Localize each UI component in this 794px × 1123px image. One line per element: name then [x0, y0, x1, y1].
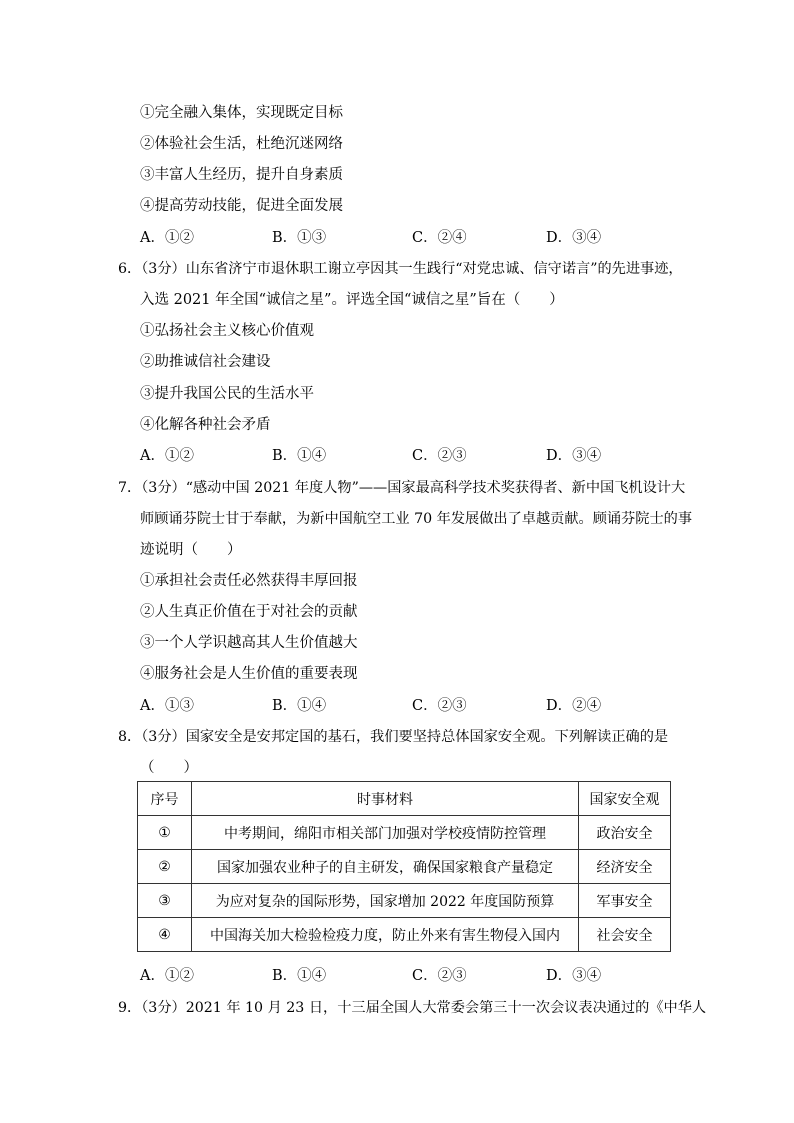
table-header-row: [138, 782, 671, 816]
table-cell-security: 军事安全: [579, 884, 671, 918]
q7-choice-a[interactable]: A．①③: [140, 698, 194, 714]
table-cell-index: ②: [138, 850, 192, 884]
q5-choice-a[interactable]: A．①②: [140, 230, 194, 246]
table-cell-material: 国家加强农业种子的自主研发，确保国家粮食产量稳定: [192, 850, 579, 884]
q6-option-2: ②助推诚信社会建设: [140, 354, 271, 370]
q6-answer-choices: [140, 446, 660, 466]
q6-choice-c[interactable]: C．②③: [412, 448, 467, 464]
q8-stem-line-2: （ ）: [140, 760, 198, 776]
q7-choice-b[interactable]: B．①④: [272, 698, 327, 714]
q5-option-2: ②体验社会生活，杜绝沉迷网络: [140, 136, 343, 152]
q7-answer-choices: [140, 696, 660, 716]
q7-option-1: ①承担社会责任必然获得丰厚回报: [140, 573, 358, 589]
q8-stem-line-1: 8．（3分）国家安全是安邦定国的基石，我们要坚持总体国家安全观。下列解读正确的是: [118, 729, 669, 745]
q7-option-4: ④服务社会是人生价值的重要表现: [140, 666, 358, 682]
table-cell-material: 中考期间，绵阳市相关部门加强对学校疫情防控管理: [192, 816, 579, 850]
table-row: [138, 918, 671, 952]
q9-stem-line-1: 9．（3分）2021 年 10 月 23 日，十三届全国人大常委会第三十一次会议表决通过的《中华人: [118, 1000, 707, 1016]
table-cell-material: 为应对复杂的国际形势，国家增加 2022 年度国防预算: [192, 884, 579, 918]
q5-option-4: ④提高劳动技能，促进全面发展: [140, 198, 343, 214]
q8-choice-c[interactable]: C．②③: [412, 968, 467, 984]
table-cell-index: ③: [138, 884, 192, 918]
table-header-material: 时事材料: [192, 782, 579, 816]
q6-choice-d[interactable]: D．③④: [546, 448, 602, 464]
q7-option-3: ③一个人学识越高其人生价值越大: [140, 635, 358, 651]
q6-choice-a[interactable]: A．①②: [140, 448, 194, 464]
q8-choice-b[interactable]: B．①④: [272, 968, 327, 984]
q6-option-1: ①弘扬社会主义核心价值观: [140, 323, 314, 339]
q5-choice-c[interactable]: C．②④: [412, 230, 467, 246]
q7-option-2: ②人生真正价值在于对社会的贡献: [140, 604, 358, 620]
table-cell-security: 政治安全: [579, 816, 671, 850]
q8-choice-d[interactable]: D．③④: [546, 968, 602, 984]
q8-answer-choices: [140, 966, 660, 986]
table-cell-material: 中国海关加大检验检疫力度，防止外来有害生物侵入国内: [192, 918, 579, 952]
table-row: [138, 850, 671, 884]
q7-choice-c[interactable]: C．②③: [412, 698, 467, 714]
q7-stem-line-3: 迹说明（ ）: [140, 542, 242, 558]
q6-stem-line-2: 入选 2021 年全国“诚信之星”。评选全国“诚信之星”旨在（ ）: [140, 292, 564, 308]
q6-option-4: ④化解各种社会矛盾: [140, 417, 271, 433]
table-row: [138, 884, 671, 918]
table-row: [138, 816, 671, 850]
table-cell-security: 经济安全: [579, 850, 671, 884]
q5-option-1: ①完全融入集体，实现既定目标: [140, 105, 343, 121]
q5-choice-b[interactable]: B．①③: [272, 230, 327, 246]
q6-option-3: ③提升我国公民的生活水平: [140, 386, 314, 402]
q8-table: [137, 781, 671, 952]
q5-choice-d[interactable]: D．③④: [546, 230, 602, 246]
table-cell-index: ①: [138, 816, 192, 850]
q7-choice-d[interactable]: D．②④: [546, 698, 602, 714]
q6-stem-line-1: 6．（3分）山东省济宁市退休职工谢立亭因其一生践行“对党忠诚、信守诺言”的先进事迹，: [118, 261, 683, 277]
q5-answer-choices: [140, 228, 660, 248]
q7-stem-line-1: 7．（3分）“感动中国 2021 年度人物”——国家最高科学技术奖获得者、新中国飞机设计大: [118, 480, 686, 496]
q6-choice-b[interactable]: B．①④: [272, 448, 327, 464]
q7-stem-line-2: 师顾诵芬院士甘于奉献，为新中国航空工业 70 年发展做出了卓越贡献。顾诵芬院士的事: [140, 511, 693, 527]
q5-option-3: ③丰富人生经历，提升自身素质: [140, 167, 343, 183]
table-cell-security: 社会安全: [579, 918, 671, 952]
table-header-index: 序号: [138, 782, 192, 816]
table-header-security: 国家安全观: [579, 782, 671, 816]
table-cell-index: ④: [138, 918, 192, 952]
q8-choice-a[interactable]: A．①②: [140, 968, 194, 984]
